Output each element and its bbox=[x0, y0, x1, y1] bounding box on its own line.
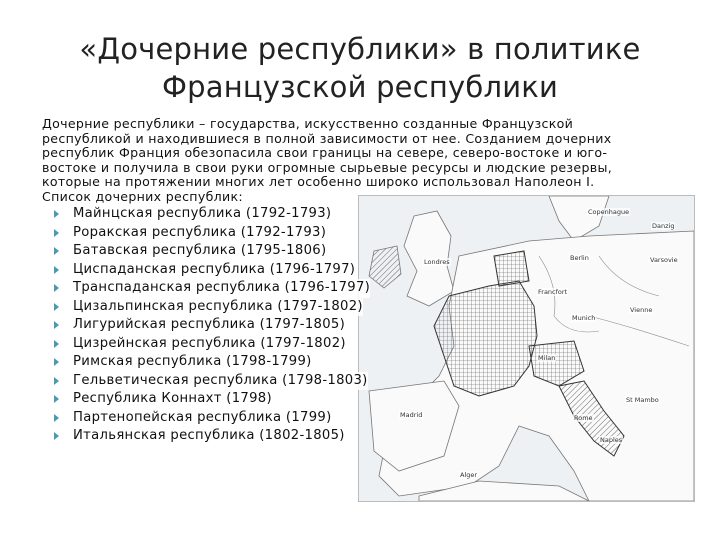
bullet-arrow-icon bbox=[54, 358, 59, 366]
map-label-munich: Munich bbox=[572, 314, 596, 322]
intro-line: республик Франция обезопасила свои границы на севере, северо-востоке и юго- bbox=[42, 145, 608, 161]
list-item bbox=[52, 242, 370, 261]
map-label-vienne: Vienne bbox=[630, 306, 653, 314]
bullet-arrow-icon bbox=[54, 395, 59, 403]
bullet-arrow-icon bbox=[54, 377, 59, 385]
list-item-text: Майнцская республика (1792-1793) bbox=[73, 205, 331, 224]
map-label-naples: Naples bbox=[600, 436, 623, 444]
map-label-francfort: Francfort bbox=[538, 288, 568, 296]
list-item bbox=[52, 372, 370, 391]
title-line-2: Французской республики bbox=[161, 70, 559, 104]
list-item bbox=[52, 261, 370, 280]
list-item-text: Батавская республика (1795-1806) bbox=[73, 242, 326, 261]
list-item-text: Цизрейнская республика (1797-1802) bbox=[73, 335, 346, 354]
bullet-arrow-icon bbox=[54, 284, 59, 292]
intro-line: которые на протяжении многих лет особенно широко использовал Наполеон I. bbox=[42, 174, 595, 190]
bullet-arrow-icon bbox=[54, 210, 59, 218]
map-label-milan: Milan bbox=[538, 354, 556, 362]
europe-map bbox=[358, 195, 695, 502]
bullet-arrow-icon bbox=[54, 247, 59, 255]
list-item bbox=[52, 298, 370, 317]
bullet-arrow-icon bbox=[54, 340, 59, 348]
republics-list bbox=[52, 205, 370, 446]
bullet-arrow-icon bbox=[54, 303, 59, 311]
list-item-text: Роракская республика (1792-1793) bbox=[73, 224, 326, 243]
map-label-copenhague: Copenhague bbox=[588, 208, 630, 216]
list-item bbox=[52, 427, 370, 446]
slide-title bbox=[40, 30, 680, 106]
intro-line: Дочерние республики – государства, искусственно созданные Французской bbox=[42, 116, 574, 131]
bullet-arrow-icon bbox=[54, 432, 59, 440]
intro-text bbox=[42, 117, 672, 205]
list-item bbox=[52, 279, 370, 298]
map-label-danzig: Danzig bbox=[652, 222, 675, 230]
list-item bbox=[52, 390, 370, 409]
list-item-text: Гельветическая республика (1798-1803) bbox=[73, 372, 368, 391]
list-item-text: Республика Коннахт (1798) bbox=[73, 390, 272, 409]
map-label-alger: Alger bbox=[460, 471, 478, 479]
list-item bbox=[52, 409, 370, 428]
list-item bbox=[52, 316, 370, 335]
list-item bbox=[52, 353, 370, 372]
map-label-madrid: Madrid bbox=[400, 411, 423, 419]
list-item bbox=[52, 205, 370, 224]
list-item bbox=[52, 335, 370, 354]
list-item bbox=[52, 224, 370, 243]
list-item-text: Партенопейская республика (1799) bbox=[73, 409, 332, 428]
map-label-rome: Rome bbox=[574, 414, 593, 422]
map-label-st-mambo: St Mambo bbox=[626, 396, 659, 404]
intro-line: востоке и получила в свои руки огромные сырьевые ресурсы и людские резервы, bbox=[42, 159, 613, 175]
bullet-arrow-icon bbox=[54, 414, 59, 422]
intro-line: Список дочерних республик: bbox=[42, 188, 243, 204]
map-label-varsovie: Varsovie bbox=[650, 256, 678, 264]
intro-line: республикой и находившиеся в полной зависимости от нее. Созданием дочерних bbox=[42, 130, 612, 146]
list-item-text: Лигурийская республика (1797-1805) bbox=[73, 316, 345, 335]
map-label-berlin: Berlin bbox=[570, 254, 589, 262]
map-label-londres: Londres bbox=[424, 258, 450, 266]
bullet-arrow-icon bbox=[54, 321, 59, 329]
list-item-text: Римская республика (1798-1799) bbox=[73, 353, 312, 372]
list-item-text: Цизальпинская республика (1797-1802) bbox=[73, 298, 363, 317]
list-item-text: Итальянская республика (1802-1805) bbox=[73, 427, 345, 446]
list-item-text: Транспаданская республика (1796-1797) bbox=[73, 279, 370, 298]
bullet-arrow-icon bbox=[54, 266, 59, 274]
bullet-arrow-icon bbox=[54, 229, 59, 237]
list-item-text: Циспаданская республика (1796-1797) bbox=[73, 261, 355, 280]
map-batavia bbox=[494, 251, 529, 286]
title-line-1: «Дочерние республики» в политике bbox=[79, 32, 641, 66]
map-graphic bbox=[359, 196, 694, 501]
